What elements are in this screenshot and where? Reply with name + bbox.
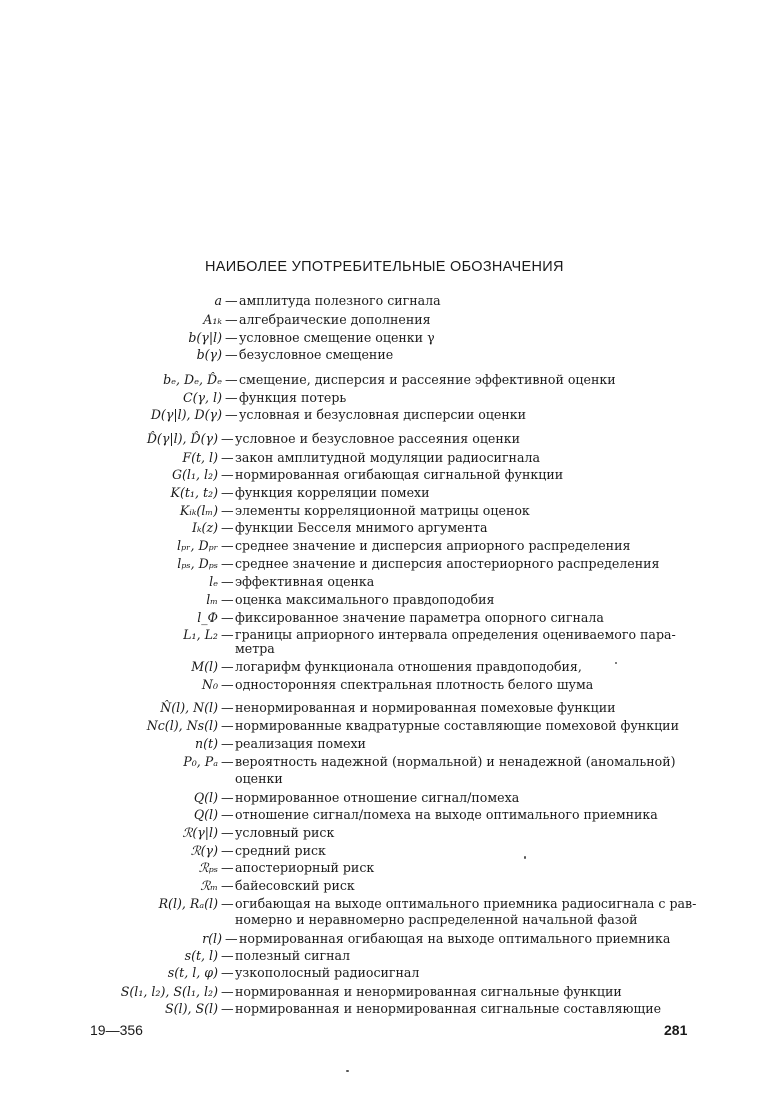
entry-definition: функция потерь [239,390,347,405]
entry-definition: нормированная огибающая сигнальной функции [235,467,564,482]
entry-symbol: N̂(l), N(l) [160,700,218,715]
entry-dash: — [225,407,238,422]
entry-symbol: M(l) [191,659,218,674]
entry-dash: — [221,878,234,893]
entry-symbol: lₚₛ, Dₚₛ [177,556,218,571]
entry-symbol: lₘ [206,592,218,607]
entry-dash: — [221,450,234,465]
entry-dash: — [221,503,234,518]
entry-dash: — [221,984,234,999]
entry-dash: — [221,843,234,858]
entry-definition: условное и безусловное рассеяния оценки [235,431,521,446]
entry-dash: — [225,390,238,405]
entry-dash: — [221,467,234,482]
entry-dash: — [221,825,234,840]
entry-dash: — [221,520,234,535]
entry-symbol: S(l₁, l₂), S(l₁, l₂) [120,984,218,999]
entry-definition: эффективная оценка [235,574,375,589]
entry-dash: — [221,736,234,751]
entry-definition: условное смещение оценки γ [239,330,435,345]
entry-dash: — [221,948,234,963]
entry-dash: — [221,754,234,769]
entry-symbol: ℛ(γ) [190,843,218,858]
entry-definition: границы априорного интервала определения оцениваемого пара- [235,627,676,642]
entry-dash: — [221,574,234,589]
entry-symbol: l_Ф [197,610,218,625]
entry-definition: нормированная и ненормированная сигнальные составляющие [235,1001,662,1016]
entry-dash: — [221,592,234,607]
entry-definition: нормированное отношение сигнал/помеха [235,790,520,805]
page-title: НАИБОЛЕЕ УПОТРЕБИТЕЛЬНЫЕ ОБОЗНАЧЕНИЯ [205,259,564,275]
entry-dash: — [221,860,234,875]
entry-symbol: R(l), Rₐ(l) [158,896,218,911]
entry-dash: — [221,538,234,553]
entry-dash: — [221,807,234,822]
entry-definition: байесовский риск [235,878,355,893]
entry-symbol: N₀ [201,677,218,692]
entry-definition: нормированная огибающая на выходе оптимального приемника [239,931,671,946]
entry-definition: среднее значение и дисперсия априорного распределения [235,538,631,553]
entry-dash: — [221,431,234,446]
entry-symbol: G(l₁, l₂) [171,467,218,482]
entry-symbol: lₚᵣ, Dₚᵣ [177,538,218,553]
entry-symbol: Nc(l), Ns(l) [146,718,218,733]
printer-signature: 19—356 [90,1022,143,1038]
entry-dash: — [221,965,234,980]
entry-definition: элементы корреляционной матрицы оценок [235,503,530,518]
entry-symbol: ℛₚₛ [198,860,218,875]
entry-definition: условная и безусловная дисперсии оценки [239,407,527,422]
entry-symbol: D̂(γ|l), D̂(γ) [146,431,218,446]
entry-definition: реализация помехи [235,736,366,751]
entry-definition: фиксированное значение параметра опорного сигнала [235,610,604,625]
entry-symbol: ℛₘ [200,878,218,893]
entry-definition: смещение, дисперсия и рассеяние эффективной оценки [239,372,616,387]
entry-symbol: s(t, l, φ) [167,965,218,980]
entry-definition: полезный сигнал [235,948,351,963]
print-speck [524,856,526,859]
entry-symbol: D(γ|l), D(γ) [150,407,222,422]
entry-dash: — [221,896,234,911]
page-number: 281 [664,1022,688,1038]
entry-dash: — [221,610,234,625]
print-speck [346,1070,349,1072]
entry-symbol: ℛ(γ|l) [182,825,218,840]
entry-definition: нормированные квадратурные составляющие помеховой функции [235,718,679,733]
entry-definition-continuation: оценки [235,771,283,786]
entry-dash: — [221,1001,234,1016]
entry-definition: апостериорный риск [235,860,375,875]
entry-symbol: L₁, L₂ [183,627,218,642]
entry-definition: односторонняя спектральная плотность белого шума [235,677,594,692]
entry-symbol: r(l) [202,931,222,946]
entry-symbol: a [214,293,222,308]
entry-symbol: Iₖ(z) [191,520,218,535]
entry-dash: — [221,485,234,500]
entry-symbol: F(t, l) [182,450,218,465]
entry-definition: вероятность надежной (нормальной) и ненадежной (аномальной) [235,754,676,769]
entry-definition: ненормированная и нормированная помеховые функции [235,700,616,715]
entry-dash: — [225,312,238,327]
entry-definition-continuation: метра [235,641,275,656]
entry-dash: — [221,790,234,805]
entry-symbol: bₑ, Dₑ, D̂ₑ [163,372,222,387]
entry-dash: — [221,677,234,692]
entry-dash: — [225,330,238,345]
entry-symbol: Kᵢₖ(lₘ) [179,503,218,518]
entry-symbol: S(l), S(l) [165,1001,218,1016]
entry-definition: безусловное смещение [239,347,394,362]
entry-definition: функции Бесселя мнимого аргумента [235,520,488,535]
entry-dash: — [221,627,234,642]
entry-definition: средний риск [235,843,326,858]
entry-symbol: b(γ) [196,347,222,362]
entry-definition: алгебраические дополнения [239,312,431,327]
entry-dash: — [225,372,238,387]
entry-definition: огибающая на выходе оптимального приемника радиосигнала с рав- [235,896,697,911]
entry-symbol: s(t, l) [184,948,218,963]
entry-definition: узкополосный радиосигнал [235,965,420,980]
entry-definition: оценка максимального правдоподобия [235,592,495,607]
entry-definition: условный риск [235,825,335,840]
entry-dash: — [225,931,238,946]
print-speck [615,662,617,664]
entry-symbol: A₁ₖ [203,312,222,327]
entry-symbol: K(t₁, t₂) [170,485,218,500]
entry-symbol: b(γ|l) [188,330,222,345]
entry-symbol: P₀, Pₐ [183,754,218,769]
entry-definition: закон амплитудной модуляции радиосигнала [235,450,540,465]
entry-dash: — [221,700,234,715]
entry-dash: — [225,293,238,308]
entry-dash: — [221,659,234,674]
entry-dash: — [225,347,238,362]
entry-definition: амплитуда полезного сигнала [239,293,441,308]
entry-definition: отношение сигнал/помеха на выходе оптимального приемника [235,807,658,822]
entry-definition: нормированная и ненормированная сигнальные функции [235,984,622,999]
entry-definition: логарифм функционала отношения правдоподобия, [235,659,582,674]
entry-symbol: n(t) [195,736,218,751]
entry-symbol: Q(l) [193,807,218,822]
entry-dash: — [221,718,234,733]
entry-symbol: C(γ, l) [182,390,222,405]
entry-symbol: lₑ [209,574,218,589]
entry-symbol: Q(l) [193,790,218,805]
entry-definition: среднее значение и дисперсия апостериорного распределения [235,556,660,571]
entry-definition-continuation: номерно и неравномерно распределенной начальной фазой [235,912,638,927]
entry-definition: функция корреляции помехи [235,485,430,500]
entry-dash: — [221,556,234,571]
